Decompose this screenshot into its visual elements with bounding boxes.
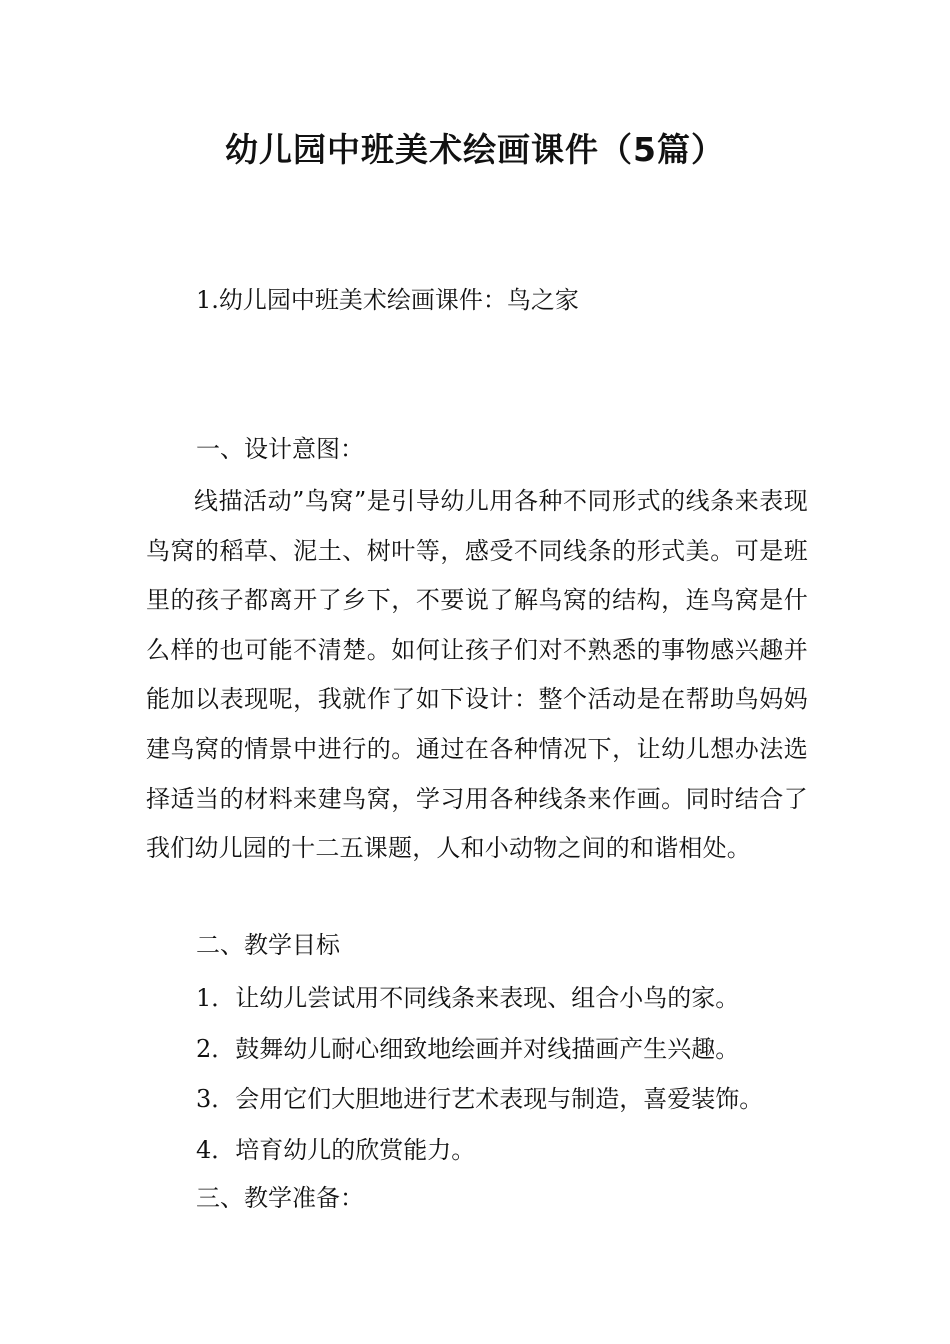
teaching-preparation-heading: 三、教学准备： <box>196 1184 364 1212</box>
design-intent-heading: 一、设计意图： <box>196 435 364 463</box>
lesson-subtitle: 1.幼儿园中班美术绘画课件：鸟之家 <box>196 286 579 314</box>
goal-item: 4．培育幼儿的欣赏能力。 <box>196 1135 476 1164</box>
teaching-goals-list <box>196 978 816 1180</box>
document-title: 幼儿园中班美术绘画课件（5篇） <box>225 130 725 169</box>
design-intent-paragraph: 线描活动”鸟窝”是引导幼儿用各种不同形式的线条来表现鸟窝的稻草、泥土、树叶等，感受不同线条的形式美。可是班里的孩子都离开了乡下，不要说了解鸟窝的结构，连鸟窝是什么样的也可能不清楚。如何让孩子们对不熟悉的事物感兴趣并能加以表现呢，我就作了如下设计：整个活动是在帮助鸟妈妈建鸟窝的情景中进行的。通过在各种情况下，让幼儿想办法选择适当的材料来建鸟窝，学习用各种线条来作画。同时结合了我们幼儿园的十二五课题，人和小动物之间的和谐相处。 <box>146 487 808 863</box>
goal-item: 1．让幼儿尝试用不同线条来表现、组合小鸟的家。 <box>196 984 740 1012</box>
goal-item: 2．鼓舞幼儿耐心细致地绘画并对线描画产生兴趣。 <box>196 1034 740 1063</box>
goal-item: 3．会用它们大胆地进行艺术表现与制造，喜爱装饰。 <box>196 1085 764 1113</box>
teaching-goals-heading: 二、教学目标 <box>196 931 340 959</box>
